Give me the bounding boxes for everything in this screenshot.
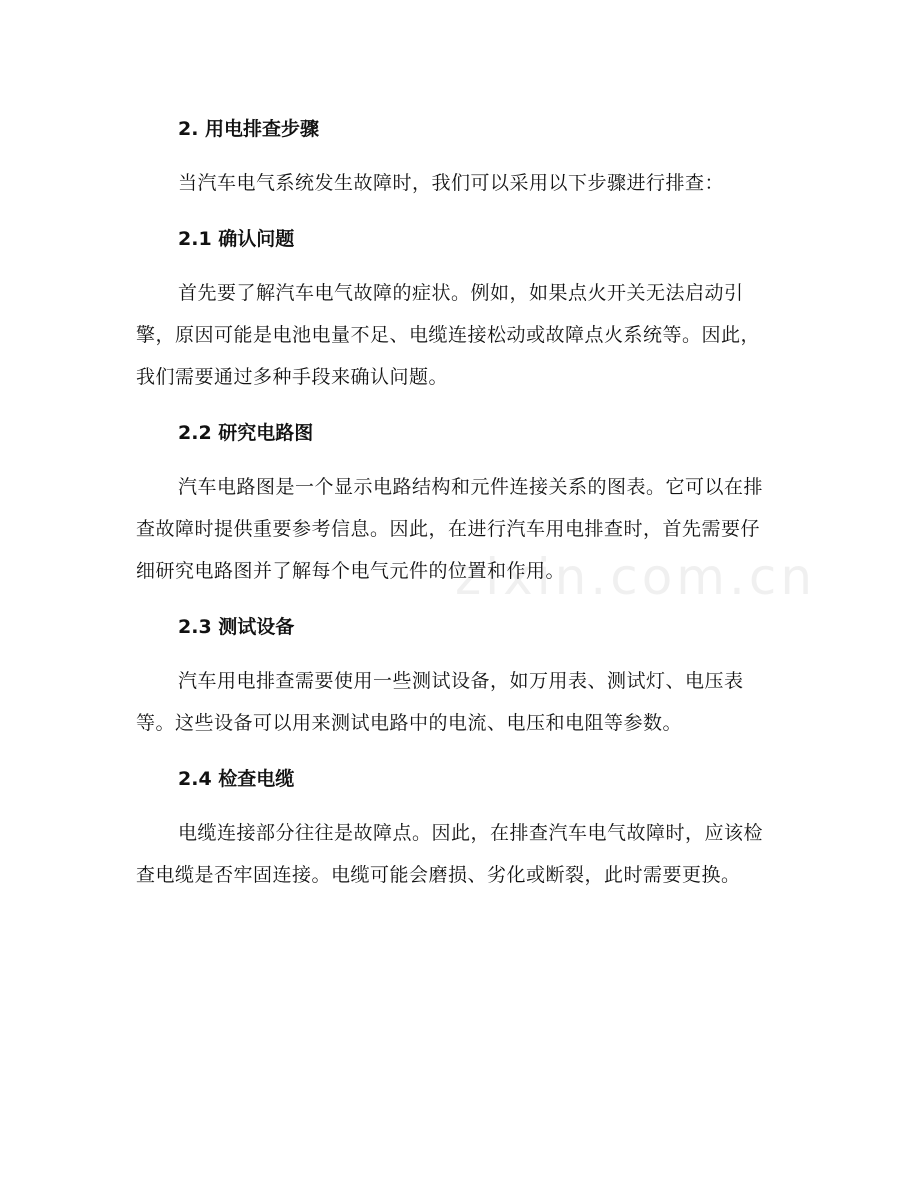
subsection-title-2-1: 2.1 确认问题 bbox=[178, 228, 295, 250]
subsection-title-2-3: 2.3 测试设备 bbox=[178, 616, 295, 638]
section-title: 2. 用电排查步骤 bbox=[178, 118, 320, 140]
document-content bbox=[136, 108, 776, 896]
subsection-title-2-4: 2.4 检查电缆 bbox=[178, 768, 295, 790]
subsection-body-2-2: 汽车电路图是一个显示电路结构和元件连接关系的图表。它可以在排查故障时提供重要参考信息。因此，在进行汽车用电排查时，首先需要仔细研究电路图并了解每个电气元件的位置和作用。 bbox=[136, 476, 764, 582]
subsection-body-2-3: 汽车用电排查需要使用一些测试设备，如万用表、测试灯、电压表等。这些设备可以用来测试电路中的电流、电压和电阻等参数。 bbox=[136, 670, 744, 734]
intro-paragraph: 当汽车电气系统发生故障时，我们可以采用以下步骤进行排查： bbox=[178, 172, 725, 194]
watermark: zixin.com.cn bbox=[455, 548, 817, 606]
subsection-title-2-2: 2.2 研究电路图 bbox=[178, 422, 314, 444]
subsection-body-2-4: 电缆连接部分往往是故障点。因此，在排查汽车电气故障时，应该检查电缆是否牢固连接。电缆可能会磨损、劣化或断裂，此时需要更换。 bbox=[136, 822, 764, 886]
subsection-body-2-1: 首先要了解汽车电气故障的症状。例如，如果点火开关无法启动引擎，原因可能是电池电量不足、电缆连接松动或故障点火系统等。因此，我们需要通过多种手段来确认问题。 bbox=[136, 282, 761, 388]
